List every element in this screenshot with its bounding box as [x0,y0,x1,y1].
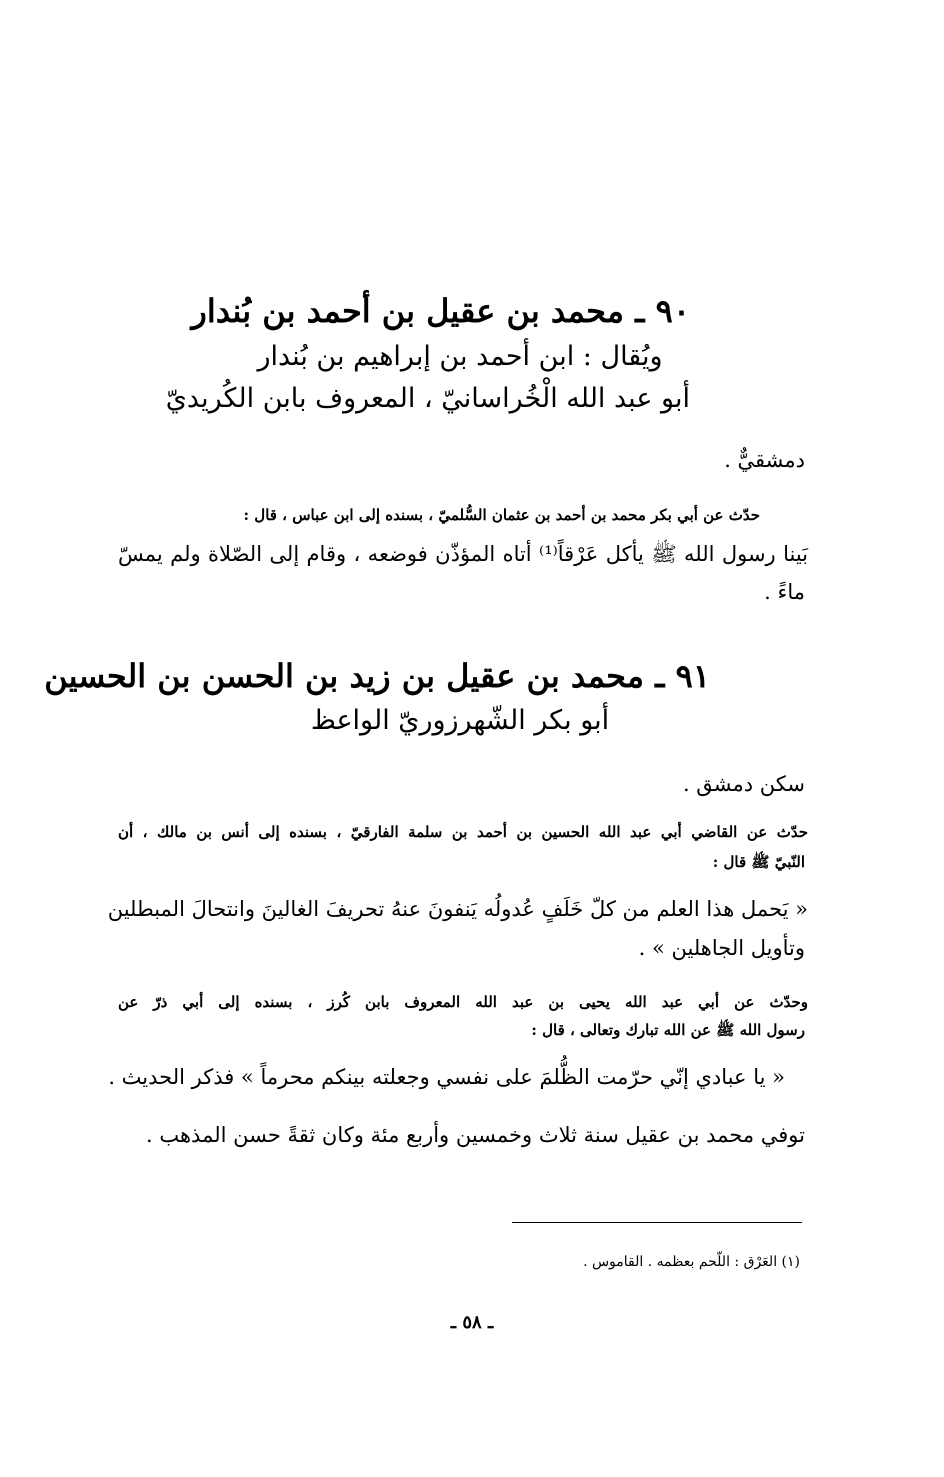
entry-90-hadith-line-1: بَينا رسول الله ﷺ يأكل عَرْقاً⁽¹⁾ أتاه المؤذّن فوضعه ، وقام إلى الصّلاة ولم يمسّ [118,542,809,566]
entry-91-residence: سكن دمشق . [682,772,805,796]
entry-91-hadith-2: « يا عبادي إنّي حرّمت الظُّلمَ على نفسي وجعلته بينكم محرماً » فذكر الحديث . [108,1065,785,1089]
entry-90-kunya: أبو عبد الله الْخُراسانيّ ، المعروف بابن الكُريديّ [165,383,690,414]
entry-90-title: ٩٠ ـ محمد بن عقيل بن أحمد بن بُندار [191,292,690,330]
entry-91-isnad-2-line-2: رسول الله ﷺ عن الله تبارك وتعالى ، قال : [531,1021,805,1039]
entry-91-kunya: أبو بكر الشّهرزوريّ الواعظ [310,705,610,736]
entry-90-origin: دمشقيٌّ . [724,448,805,472]
entry-91-hadith-1-line-2: وتأويل الجاهلين » . [638,936,805,960]
entry-91-isnad-1-line-1: حدّث عن القاضي أبي عبد الله الحسين بن أحمد بن سلمة الفارقيّ ، بسنده إلى أنس بن مالك ، أن [118,823,808,841]
entry-91-death-note: توفي محمد بن عقيل سنة ثلاث وخمسين وأربع مئة وكان ثقةً حسن المذهب . [146,1123,805,1147]
page-number: ـ ٥٨ ـ [450,1312,494,1333]
entry-91-hadith-1-line-1: « يَحمل هذا العلم من كلّ خَلَفٍ عُدولُه يَنفونَ عنهُ تحريفَ الغالينَ وانتحالَ المبطلين [107,897,808,921]
entry-90-isnad: حدّث عن أبي بكر محمد بن أحمد بن عثمان السُّلميّ ، بسنده إلى ابن عباس ، قال : [243,506,760,524]
entry-91-isnad-1-line-2: النّبيّ ﷺ قال : [712,853,805,871]
footnote-separator [512,1222,802,1223]
entry-91-isnad-2-line-1: وحدّث عن أبي عبد الله يحيى بن عبد الله المعروف بابن كُرز ، بسنده إلى أبي ذرّ عن [118,993,808,1011]
entry-91-title: ٩١ ـ محمد بن عقيل بن زيد بن الحسن بن الحسين [44,657,710,695]
entry-90-hadith-line-2: ماءً . [764,580,805,604]
entry-90-alt-name: ويُقال : ابن أحمد بن إبراهيم بن بُندار [257,341,663,372]
footnote: (١) العَرْق : اللّحم بعظمه . القاموس . [583,1254,800,1270]
